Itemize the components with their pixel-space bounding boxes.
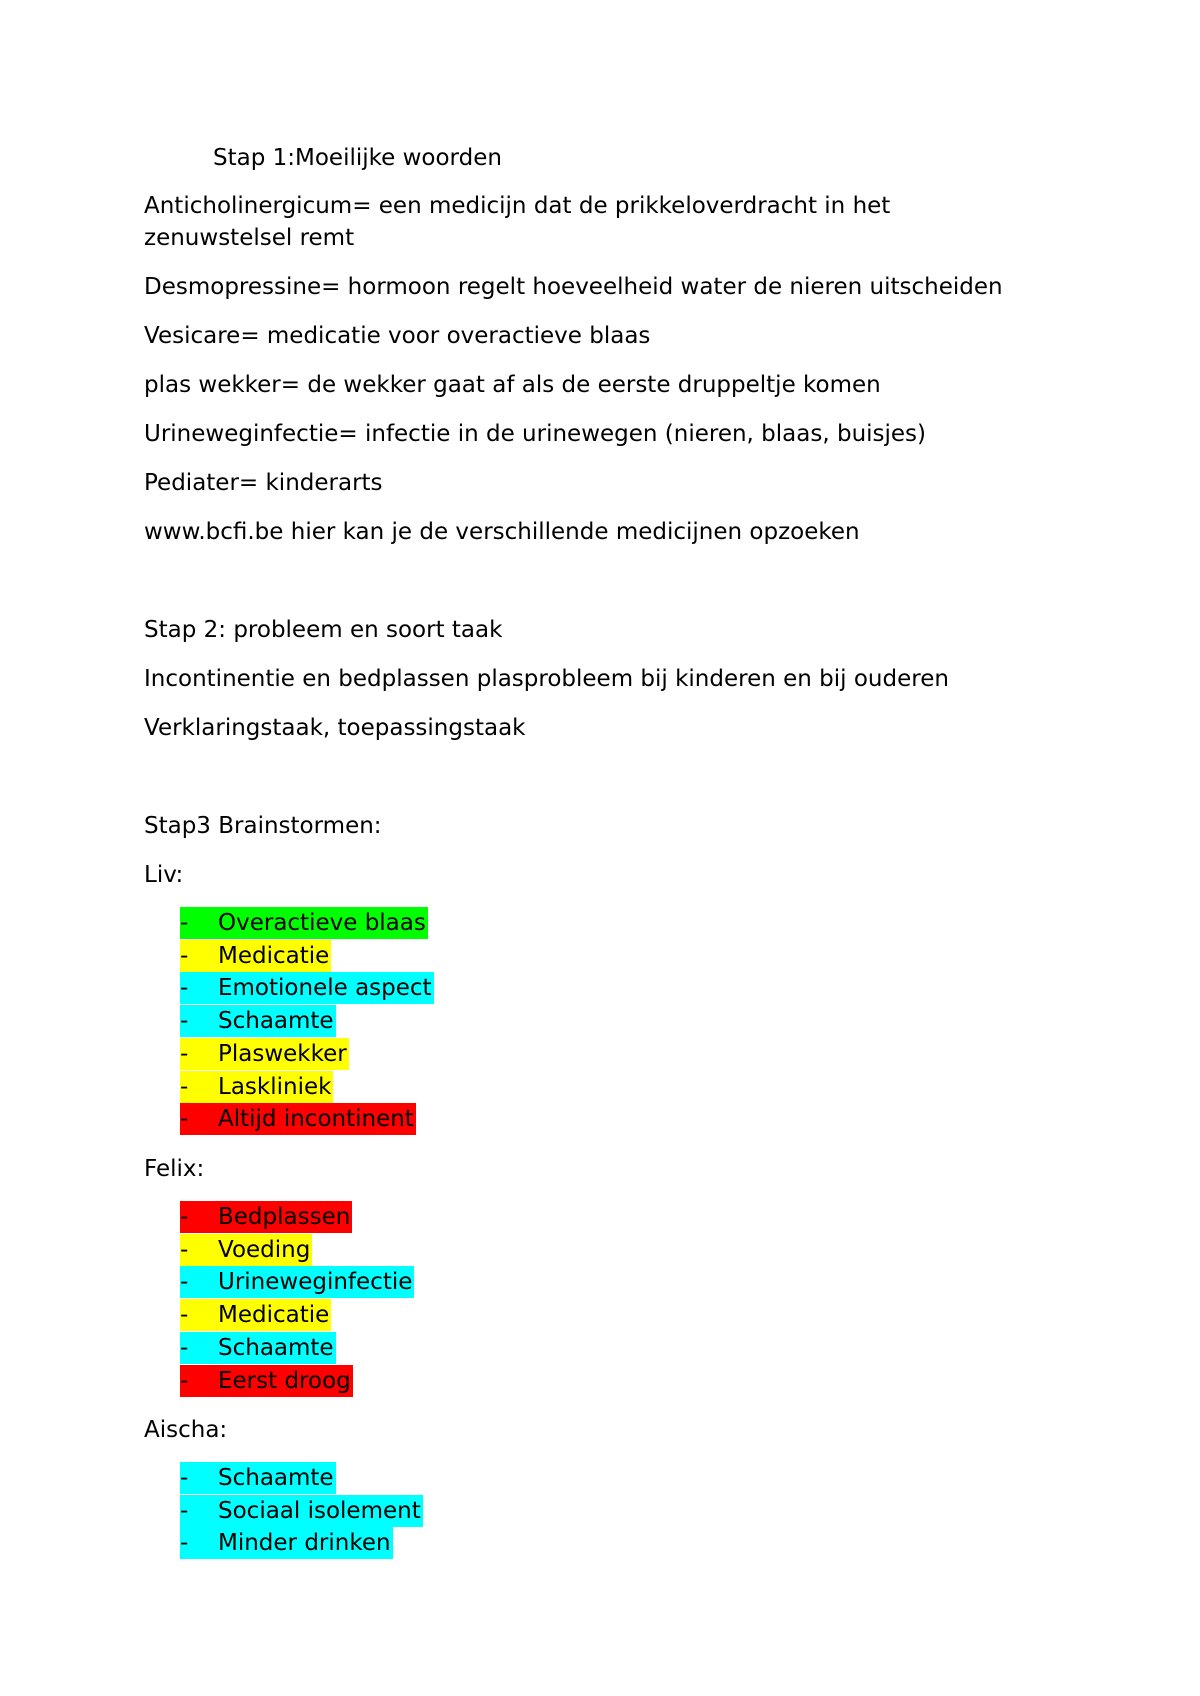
- list-item: [180, 1462, 336, 1494]
- list-item: [180, 940, 331, 972]
- list-item-text: Overactieve blaas: [218, 910, 426, 936]
- bullet-dash: -: [180, 1334, 189, 1361]
- definition-desmopressine: Desmopressine= hormoon regelt hoeveelheid water de nieren uitscheiden: [144, 274, 1003, 300]
- list-item: [180, 1495, 423, 1527]
- bullet-dash: -: [180, 1040, 189, 1067]
- bullet-dash: -: [180, 1367, 189, 1394]
- highlight-marker: [180, 1462, 336, 1494]
- bullet-dash: -: [180, 910, 189, 936]
- bullet-dash: -: [180, 1530, 189, 1557]
- highlight-marker: [180, 1234, 312, 1266]
- list-item-text: Altijd incontinent: [218, 1106, 414, 1133]
- definition-pediater: Pediater= kinderarts: [144, 470, 383, 496]
- highlight-marker: [180, 972, 434, 1004]
- list-item-text: Emotionele aspect: [218, 975, 432, 1002]
- list-item-text: Schaamte: [218, 1334, 334, 1361]
- step2-problem: Incontinentie en bedplassen plasprobleem bij kinderen en bij ouderen: [144, 666, 949, 692]
- list-item: [180, 1266, 414, 1298]
- list-item: [180, 1234, 312, 1266]
- step3-title: Stap3 Brainstormen:: [144, 813, 382, 839]
- highlight-marker: [180, 1201, 352, 1233]
- list-item: [180, 1201, 352, 1233]
- list-item-text: Eerst droog: [218, 1367, 351, 1394]
- bullet-dash: -: [180, 1236, 189, 1263]
- group-name-liv: Liv:: [144, 862, 184, 888]
- list-item: [180, 1071, 333, 1103]
- list-item-text: Voeding: [218, 1236, 311, 1263]
- list-item: [180, 1103, 416, 1135]
- definition-plaswekker: plas wekker= de wekker gaat af als de eerste druppeltje komen: [144, 372, 881, 398]
- list-item-text: Medicatie: [218, 1302, 330, 1329]
- list-item-text: Sociaal isolement: [218, 1497, 421, 1524]
- bullet-dash: -: [180, 1106, 189, 1133]
- highlight-marker: [180, 940, 331, 972]
- highlight-marker: [180, 1005, 336, 1037]
- highlight-marker: [180, 1266, 414, 1298]
- definition-vesicare: Vesicare= medicatie voor overactieve blaas: [144, 323, 651, 349]
- list-item: [180, 907, 428, 939]
- highlight-marker: [180, 1365, 353, 1397]
- definition-urineweginfectie: Urineweginfectie= infectie in de urinewegen (nieren, blaas, buisjes): [144, 421, 927, 447]
- bullet-dash: -: [180, 1269, 189, 1296]
- highlight-marker: [180, 1332, 336, 1364]
- bullet-dash: -: [180, 1302, 189, 1329]
- list-item: [180, 1365, 353, 1397]
- highlight-marker: [180, 1527, 393, 1559]
- bullet-dash: -: [180, 942, 189, 969]
- list-item: [180, 1005, 336, 1037]
- list-item-text: Bedplassen: [218, 1204, 351, 1230]
- definition-anticholinergicum: Anticholinergicum= een medicijn dat de prikkeloverdracht in het: [144, 193, 891, 219]
- bullet-dash: -: [180, 1497, 189, 1524]
- bullet-dash: -: [180, 1204, 189, 1230]
- bullet-dash: -: [180, 1073, 189, 1100]
- list-item-text: Plaswekker: [218, 1040, 347, 1067]
- highlight-marker: [180, 1038, 349, 1070]
- step2-title: Stap 2: probleem en soort taak: [144, 617, 503, 643]
- list-item-text: Laskliniek: [218, 1073, 332, 1100]
- bullet-dash: -: [180, 1465, 189, 1491]
- highlight-marker: [180, 1299, 331, 1331]
- highlight-marker: [180, 1103, 416, 1135]
- list-item-text: Urineweginfectie: [218, 1269, 413, 1296]
- list-item: [180, 1299, 331, 1331]
- list-item: [180, 972, 434, 1004]
- list-item-text: Schaamte: [218, 1465, 334, 1491]
- highlight-marker: [180, 1071, 333, 1103]
- list-item: [180, 1038, 349, 1070]
- highlight-marker: [180, 1495, 423, 1527]
- definition-bcfi: www.bcfi.be hier kan je de verschillende medicijnen opzoeken: [144, 519, 860, 545]
- step2-task-type: Verklaringstaak, toepassingstaak: [144, 715, 526, 741]
- list-item: [180, 1527, 393, 1559]
- list-item-text: Schaamte: [218, 1008, 334, 1035]
- step1-title: Stap 1:Moeilijke woorden: [213, 145, 502, 171]
- list-item-text: Medicatie: [218, 942, 330, 969]
- list-item-text: Minder drinken: [218, 1530, 391, 1557]
- definition-anticholinergicum-cont: zenuwstelsel remt: [144, 225, 355, 251]
- bullet-dash: -: [180, 1008, 189, 1035]
- group-name-aischa: Aischa:: [144, 1417, 228, 1443]
- list-item: [180, 1332, 336, 1364]
- highlight-marker: [180, 907, 428, 939]
- group-name-felix: Felix:: [144, 1156, 205, 1182]
- bullet-dash: -: [180, 975, 189, 1002]
